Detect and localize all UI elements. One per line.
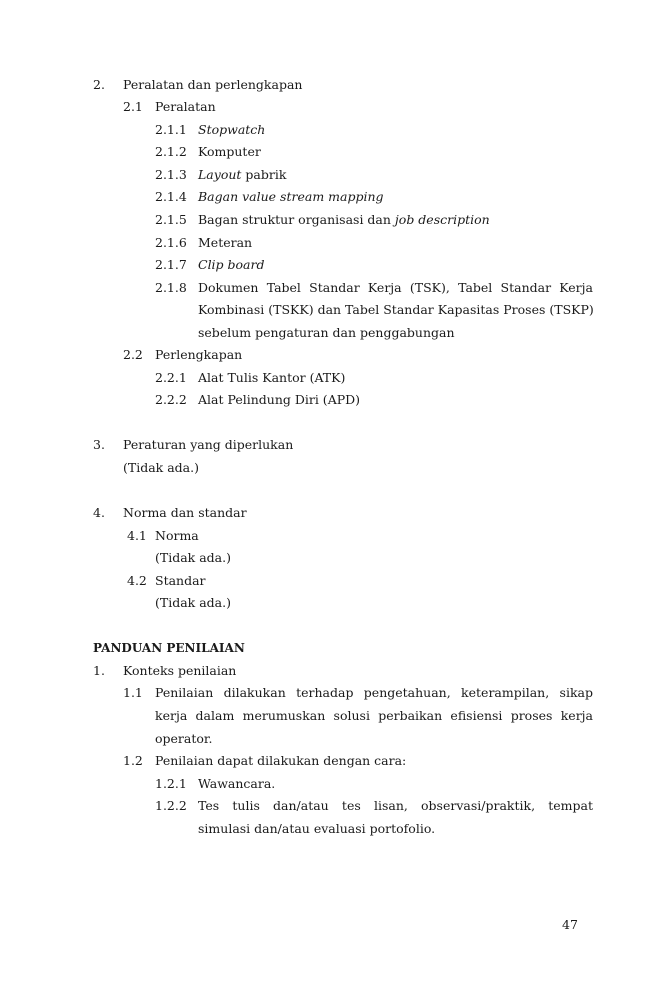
item-text-italic: job description xyxy=(394,212,490,227)
section-number: 1. xyxy=(93,663,105,678)
item-text: Alat Tulis Kantor (ATK) xyxy=(198,370,346,385)
item-number: 2.1.7 xyxy=(155,257,187,272)
paragraph-line: operator. xyxy=(155,731,213,746)
item-text: Komputer xyxy=(198,144,261,159)
item-text: Meteran xyxy=(198,235,253,250)
section-note: (Tidak ada.) xyxy=(123,460,199,475)
item-number: 2.1.3 xyxy=(155,167,187,182)
item-text-italic: Layout xyxy=(198,167,242,182)
section-title: Standar xyxy=(155,573,206,588)
section-number: 4. xyxy=(93,505,105,520)
item-number: 1.2.1 xyxy=(155,776,187,791)
item-number: 2.2.1 xyxy=(155,370,187,385)
item-number: 2.1.4 xyxy=(155,189,187,204)
section-title: Konteks penilaian xyxy=(123,663,237,678)
section-title: Norma xyxy=(155,528,199,543)
section-title: Norma dan standar xyxy=(123,505,247,520)
item-text-line: Dokumen Tabel Standar Kerja (TSK), Tabel Standar Kerja xyxy=(198,280,593,295)
section-title: Peraturan yang diperlukan xyxy=(123,437,294,452)
section-number: 1.2 xyxy=(123,753,143,768)
item-text-line: simulasi dan/atau evaluasi portofolio. xyxy=(198,821,436,836)
panduan-heading: PANDUAN PENILAIAN xyxy=(93,641,245,655)
paragraph-line: kerja dalam merumuskan solusi perbaikan efisiensi proses kerja xyxy=(155,708,593,723)
section-number: 4.1 xyxy=(127,528,147,543)
item-number: 2.1.5 xyxy=(155,212,187,227)
page-number: 47 xyxy=(562,917,578,932)
item-text: Bagan struktur organisasi dan xyxy=(198,212,395,227)
item-text: Alat Pelindung Diri (APD) xyxy=(198,392,361,407)
section-title: Penilaian dapat dilakukan dengan cara: xyxy=(155,753,407,768)
item-number: 1.2.2 xyxy=(155,798,187,813)
paragraph-line: Penilaian dilakukan terhadap pengetahuan, keterampilan, sikap xyxy=(155,685,593,700)
item-number: 2.1.6 xyxy=(155,235,187,250)
section-title: Perlengkapan xyxy=(155,347,243,362)
item-number: 2.1.1 xyxy=(155,122,187,137)
section-note: (Tidak ada.) xyxy=(155,595,231,610)
item-text: Bagan value stream mapping xyxy=(198,189,384,204)
section-number: 2. xyxy=(93,77,105,92)
section-number: 1.1 xyxy=(123,685,143,700)
section-number: 4.2 xyxy=(127,573,147,588)
item-text: pabrik xyxy=(241,167,287,182)
item-text-line: Kombinasi (TSKK) dan Tabel Standar Kapasitas Proses (TSKP) xyxy=(198,302,594,317)
section-number: 2.1 xyxy=(123,99,143,114)
item-text-line: Tes tulis dan/atau tes lisan, observasi/praktik, tempat xyxy=(198,798,593,813)
section-note: (Tidak ada.) xyxy=(155,550,231,565)
item-number: 2.2.2 xyxy=(155,392,187,407)
item-text: Wawancara. xyxy=(198,776,276,791)
item-text-line: sebelum pengaturan dan penggabungan xyxy=(198,325,455,340)
item-number: 2.1.2 xyxy=(155,144,187,159)
item-text: Stopwatch xyxy=(198,122,266,137)
item-number: 2.1.8 xyxy=(155,280,187,295)
section-number: 3. xyxy=(93,437,105,452)
section-title: Peralatan xyxy=(155,99,216,114)
section-title: Peralatan dan perlengkapan xyxy=(123,77,303,92)
item-text: Clip board xyxy=(198,257,265,272)
section-number: 2.2 xyxy=(123,347,143,362)
